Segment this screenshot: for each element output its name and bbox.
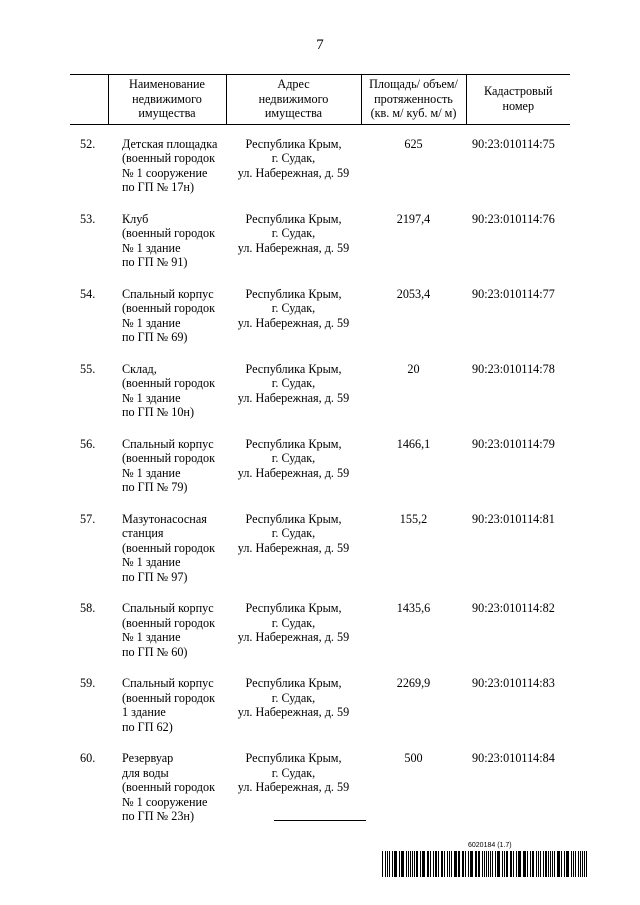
barcode-bar [545,851,547,877]
header-line: протяженность [374,91,453,106]
property-name-line: Спальный корпус [122,676,214,690]
property-name-line: № 1 сооружение [122,794,208,809]
barcode-bar [498,851,500,877]
property-name-line: (военный городок [122,226,216,240]
property-name-line: Спальный корпус [122,601,214,615]
cadastral-number: 90:23:010114:81 [472,511,555,526]
property-address-line: г. Судак, [271,451,316,465]
barcode-bar [552,851,553,877]
property-address-line: Республика Крым, [245,211,342,226]
property-name-line: № 1 здание [122,390,181,405]
property-name-line: по ГП № 23н) [122,809,195,823]
cadastral-number: 90:23:010114:83 [472,676,555,690]
barcode-bar [492,851,493,877]
property-address-line: г. Судак, [271,151,316,165]
property-name-line: Спальный корпус [122,286,214,301]
header-line: имущества [264,106,323,120]
barcode-bar [504,851,505,877]
barcode-bar [423,851,424,877]
property-name-line: № 1 здание [122,555,181,569]
table-row [70,751,570,841]
barcode-bar [433,851,434,877]
header-line: номер [502,98,535,113]
barcode-bar [524,851,526,877]
property-name [108,137,226,212]
property-name-line: № 1 здание [122,240,181,255]
row-number: 58. [80,601,96,615]
barcode-bar [478,851,480,877]
property-address [226,362,361,437]
property-name-line: по ГП № 91) [122,255,188,269]
property-address-line: г. Судак, [271,226,316,240]
property-address-line: Республика Крым, [245,676,342,690]
barcode-bar [527,851,528,877]
property-area: 2269,9 [396,676,431,690]
barcode-bar [394,851,395,877]
property-address [226,212,361,287]
cadastral-number: 90:23:010114:75 [472,136,555,151]
barcode-bar [578,851,579,877]
property-name [108,212,226,287]
barcode-bar [540,851,541,877]
property-address-line: Республика Крым, [245,751,342,765]
row-number: 52. [80,136,96,151]
header-cadastral [466,75,570,125]
property-name-line: № 1 здание [122,465,181,480]
barcode-bar [561,851,562,877]
barcode-bar [389,851,390,877]
row-number: 59. [80,676,96,690]
header-line: Наименование [129,77,205,91]
property-area: 500 [404,751,423,765]
cadastral-number: 90:23:010114:84 [472,751,555,765]
barcode-bar [463,851,464,877]
barcode-bar [567,851,569,877]
barcode-bar [441,851,442,877]
barcode-bar [408,851,409,877]
barcode-bar [470,851,471,877]
property-address [226,512,361,602]
barcode-bar [414,851,415,877]
table-row [70,512,570,602]
header-address [226,75,361,125]
barcode-bar [573,851,574,877]
property-address-line: Республика Крым, [245,601,342,615]
barcode-bar [557,851,558,877]
property-name [108,601,226,676]
property-name-line: по ГП № 10н) [122,405,195,419]
barcode-bar [484,851,485,877]
property-name-line: Склад, [122,361,157,376]
barcode-bar [516,851,517,877]
barcode-bar [468,851,469,877]
barcode-bar [382,851,383,877]
property-name-line: по ГП № 79) [122,480,188,494]
table-row [70,212,570,287]
barcode-bar [482,851,483,877]
property-name-line: (военный городок [122,151,216,165]
cadastral-number: 90:23:010114:78 [472,361,555,376]
property-name [108,287,226,362]
cadastral-number: 90:23:010114:76 [472,211,555,226]
barcode-bar [406,851,407,877]
property-address-line: ул. Набережная, д. 59 [237,240,350,255]
barcode-bar [462,851,463,877]
barcode-bar [519,851,520,877]
table-row [70,362,570,437]
property-address [226,601,361,676]
table-row [70,437,570,512]
property-name [108,751,226,841]
property-area: 1466,1 [396,436,431,451]
header-name [108,75,226,125]
barcode-bar [497,851,498,877]
property-name [108,437,226,512]
header-line: имущества [138,106,196,120]
property-address [226,437,361,512]
barcode-bar [475,851,476,877]
property-name-line: Клуб [122,211,149,226]
barcode-bar [490,851,491,877]
property-name-line: (военный городок [122,301,216,315]
property-name [108,512,226,602]
cadastral-number: 90:23:010114:82 [472,601,555,615]
barcode-bar [422,851,423,877]
barcode-bar [442,851,443,877]
header-number [70,75,108,125]
property-area: 155,2 [399,511,428,526]
barcode-bar [428,851,429,877]
property-address-line: г. Судак, [271,526,316,540]
barcode [382,851,588,877]
row-number: 55. [80,361,96,376]
barcode-bar [416,851,418,877]
barcode-bar [412,851,413,877]
barcode-bar [399,851,400,877]
property-address-line: г. Судак, [271,690,316,705]
barcode-bar [523,851,524,877]
property-name [108,676,226,751]
barcode-bar [385,851,386,877]
row-number: 53. [80,211,96,226]
barcode-bar [575,851,576,877]
header-line: Адрес [277,77,310,91]
property-address-line: г. Судак, [271,301,316,315]
property-address [226,137,361,212]
barcode-bar [564,851,565,877]
property-name-line: (военный городок [122,451,216,465]
barcode-bar [447,851,448,877]
barcode-bar [566,851,567,877]
property-address-line: Республика Крым, [245,511,342,526]
header-line: Площадь/ объем/ [369,77,458,91]
barcode-bar [582,851,583,877]
property-area: 2197,4 [396,211,431,226]
property-address-line: ул. Набережная, д. 59 [237,315,350,330]
table-row [70,287,570,362]
barcode-bar [395,851,397,877]
barcode-bar [451,851,452,877]
property-address-line: Республика Крым, [245,361,342,376]
barcode-bar [495,851,496,877]
property-address [226,287,361,362]
property-table [70,74,570,841]
property-address-line: ул. Набережная, д. 59 [237,705,350,719]
barcode-bar [506,851,507,877]
barcode-bar [554,851,555,877]
property-address-line: ул. Набережная, д. 59 [237,165,350,180]
barcode-bar [571,851,572,877]
page-number: 7 [316,37,324,53]
barcode-bar [532,851,533,877]
barcode-bar [543,851,544,877]
header-line: Кадастровый [483,84,553,99]
barcode-bar [387,851,388,877]
row-number: 56. [80,436,96,451]
barcode-bar [465,851,466,877]
cadastral-number: 90:23:010114:77 [472,286,555,301]
header-line: недвижимого [132,91,202,106]
document-code: 6020184 (1.7) [468,842,512,849]
barcode-bar [427,851,428,877]
barcode-bar [420,851,421,877]
barcode-bar [401,851,402,877]
property-name-line: (военный городок [122,615,216,630]
property-name-line: Детская площадка [122,136,218,151]
property-address [226,751,361,841]
cadastral-number: 90:23:010114:79 [472,436,555,451]
property-address-line: г. Судак, [271,615,316,630]
barcode-bar [533,851,534,877]
property-address-line: г. Судак, [271,765,316,780]
barcode-bar [510,851,511,877]
property-address-line: ул. Набережная, д. 59 [237,390,350,405]
table-header-row [70,75,570,125]
barcode-bar [586,851,587,877]
property-address-line: ул. Набережная, д. 59 [237,630,350,644]
property-name-line: (военный городок [122,376,216,390]
barcode-bar [488,851,489,877]
table-row [70,137,570,212]
property-address-line: ул. Набережная, д. 59 [237,780,350,794]
property-name-line: по ГП № 97) [122,569,188,584]
barcode-bar [430,851,431,877]
table-row [70,601,570,676]
barcode-bar [402,851,403,877]
property-area: 20 [407,361,420,376]
property-name-line: для воды [122,765,169,780]
barcode-bar [502,851,503,877]
row-number: 54. [80,286,96,301]
property-address [226,676,361,751]
barcode-bar [584,851,585,877]
barcode-bar [486,851,487,877]
footer-rule [274,820,366,821]
barcode-bar [511,851,512,877]
header-line: недвижимого [258,91,329,106]
barcode-bar [550,851,551,877]
barcode-bar [454,851,455,877]
property-name-line: (военный городок [122,690,216,705]
property-name-line: (военный городок [122,780,216,794]
property-address-line: Республика Крым, [245,136,342,151]
property-area: 625 [404,136,423,151]
property-name-line: станция [122,526,164,540]
barcode-bar [476,851,477,877]
property-name-line: № 1 сооружение [122,165,208,180]
row-number: 60. [80,751,96,765]
barcode-bar [449,851,450,877]
barcode-bar [410,851,411,877]
property-name-line: Спальный корпус [122,436,214,451]
property-name-line: по ГП № 17н) [122,180,195,194]
barcode-bar [558,851,559,877]
property-name-line: по ГП № 60) [122,644,188,659]
property-address-line: Республика Крым, [245,436,342,451]
property-name-line: 1 здание [122,705,166,719]
barcode-bar [455,851,457,877]
barcode-bar [548,851,549,877]
property-name-line: Резервуар [122,751,174,765]
property-name-line: по ГП № 69) [122,330,188,344]
property-name-line: № 1 здание [122,630,181,644]
property-address-line: ул. Набережная, д. 59 [237,540,350,555]
barcode-bar [392,851,393,877]
table-row [70,676,570,751]
barcode-bar [536,851,537,877]
header-area [361,75,466,125]
property-address-line: ул. Набережная, д. 59 [237,465,350,480]
barcode-bar [513,851,514,877]
property-name-line: № 1 здание [122,315,181,330]
property-name-line: по ГП 62) [122,719,173,734]
property-area: 1435,6 [396,601,431,615]
barcode-bar [458,851,459,877]
header-line: (кв. м/ куб. м/ м) [370,106,457,120]
property-address-line: г. Судак, [271,376,316,390]
barcode-bar [435,851,437,877]
barcode-bar [444,851,445,877]
barcode-bar [530,851,531,877]
property-area: 2053,4 [396,286,431,301]
barcode-bar [538,851,539,877]
row-number: 57. [80,511,96,526]
property-name-line: Мазутонасосная [122,511,207,526]
barcode-bar [438,851,439,877]
property-address-line: Республика Крым, [245,286,342,301]
property-name-line: (военный городок [122,540,216,555]
table-body [70,124,570,841]
barcode-bar [518,851,519,877]
property-name [108,362,226,437]
barcode-bar [471,851,472,877]
barcode-bar [580,851,581,877]
